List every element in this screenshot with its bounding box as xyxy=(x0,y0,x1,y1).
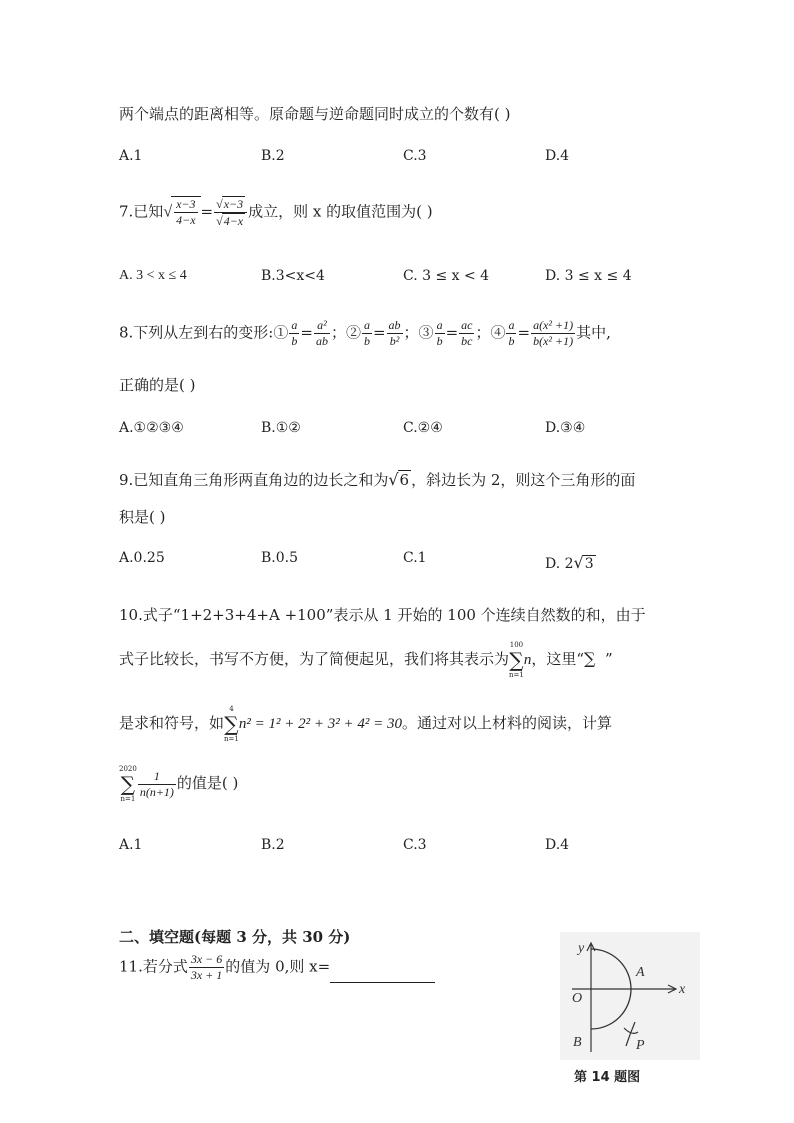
q8-option-b: B.①② xyxy=(261,420,301,436)
q8-option-d: D.③④ xyxy=(545,420,586,436)
q9-option-c: C.1 xyxy=(403,550,427,566)
q7-prefix: 7.已知 xyxy=(119,202,164,221)
q11-stem: 11.若分式 $\frac{3x - 6}{3x + 1}$ 的值为 0,则 x= xyxy=(119,952,435,983)
q7-frac-roots: $\frac{√x-3}{√4-x}$ xyxy=(214,196,247,229)
sum-symbol: 4 ∑ n=1 xyxy=(224,705,239,743)
q9-line1: 9.已知直角三角形两直角边的边长之和为√6 ，斜边长为 2，则这个三角形的面 xyxy=(119,470,636,489)
label-b: B xyxy=(573,1035,582,1050)
sqrt-sign: √ xyxy=(163,203,173,221)
section-title: 二、填空题(每题 3 分，共 30 分) xyxy=(119,928,351,946)
q9-option-b: B.0.5 xyxy=(261,550,299,566)
q6-option-b: B.2 xyxy=(261,148,285,164)
q10-option-d: D.4 xyxy=(545,837,570,853)
q7-suffix: 成立，则 x 的取值范围为( ) xyxy=(248,202,433,221)
q6-text: 两个端点的距离相等。原命题与逆命题同时成立的个数有( ) xyxy=(119,105,511,123)
q7-stem: 7.已知√ $\frac{x-3}{4-x}$ = $\frac{√x-3}{√4-x}$ 成立，则 x 的取值范围为( ) xyxy=(119,197,433,228)
q10-line3: 是求和符号，如 4 ∑ n=1 n² = 1² + 2² + 3² + 4² = 30。通过对以上材料的阅读，计算 xyxy=(119,705,612,743)
label-p: P xyxy=(636,1038,645,1053)
sum-symbol: 100 ∑ n=1 xyxy=(509,641,524,679)
q7-option-c: C. 3 ≤ x < 4 xyxy=(403,268,490,284)
q8-prefix: 8.下列从左到右的变形:① xyxy=(119,323,289,342)
q7-option-a: A. 3 < x ≤ 4 xyxy=(119,268,187,283)
q9-option-a: A.0.25 xyxy=(119,550,165,566)
q14-figure xyxy=(560,932,700,1060)
q6-option-d: D.4 xyxy=(545,148,570,164)
q10-option-c: C.3 xyxy=(403,837,427,853)
q8-option-c: C.②④ xyxy=(403,420,443,436)
q9-option-d: D. 2√3 xyxy=(545,553,594,572)
q10-option-b: B.2 xyxy=(261,837,285,853)
q7-option-b: B.3<x<4 xyxy=(261,268,325,284)
q10-option-a: A.1 xyxy=(119,837,143,853)
q8-stem: 8.下列从左到右的变形:① $\frac{a}{b}$ = $\frac{\text{a²}}{ab}$ ；② $\frac{a}{b}$ = $\frac{ab}{\text{b²}}$ ；③ $\frac{a}{b}$ = $\frac{ac}{bc}$ ；④ $\frac{a}{b}$ = $\frac{\text{a(x² +1)}}{\text{b(x² +1)}}$ 其中, xyxy=(119,318,611,348)
q6-option-a: A.1 xyxy=(119,148,143,164)
q9-line2: 积是( ) xyxy=(119,508,166,526)
q7-sqrt-frac: $\frac{x-3}{4-x}$ xyxy=(171,196,200,228)
q8-option-a: A.①②③④ xyxy=(119,420,184,436)
q8-line2: 正确的是( ) xyxy=(119,376,196,394)
q10-line2: 式子比较长，书写不方便，为了简便起见，我们将其表示为 100 ∑ n=1 n，这里“∑ ” xyxy=(119,641,613,679)
q7-option-d: D. 3 ≤ x ≤ 4 xyxy=(545,268,632,284)
label-o: O xyxy=(572,991,583,1006)
label-a: A xyxy=(636,965,645,980)
sum-symbol: 2020 ∑ n=1 xyxy=(119,765,137,803)
answer-blank[interactable] xyxy=(330,968,435,983)
q10-line1: 10.式子“1+2+3+4+A +100”表示从 1 开始的 100 个连续自然数的和，由于 xyxy=(119,606,646,624)
q10-line4: 2020 ∑ n=1 $\frac{1}{n(n+1)}$ 的值是( ) xyxy=(119,765,239,803)
label-x: x xyxy=(679,982,686,997)
q6-option-c: C.3 xyxy=(403,148,427,164)
figure-caption: 第 14 题图 xyxy=(574,1070,641,1085)
label-y: y xyxy=(578,941,585,956)
